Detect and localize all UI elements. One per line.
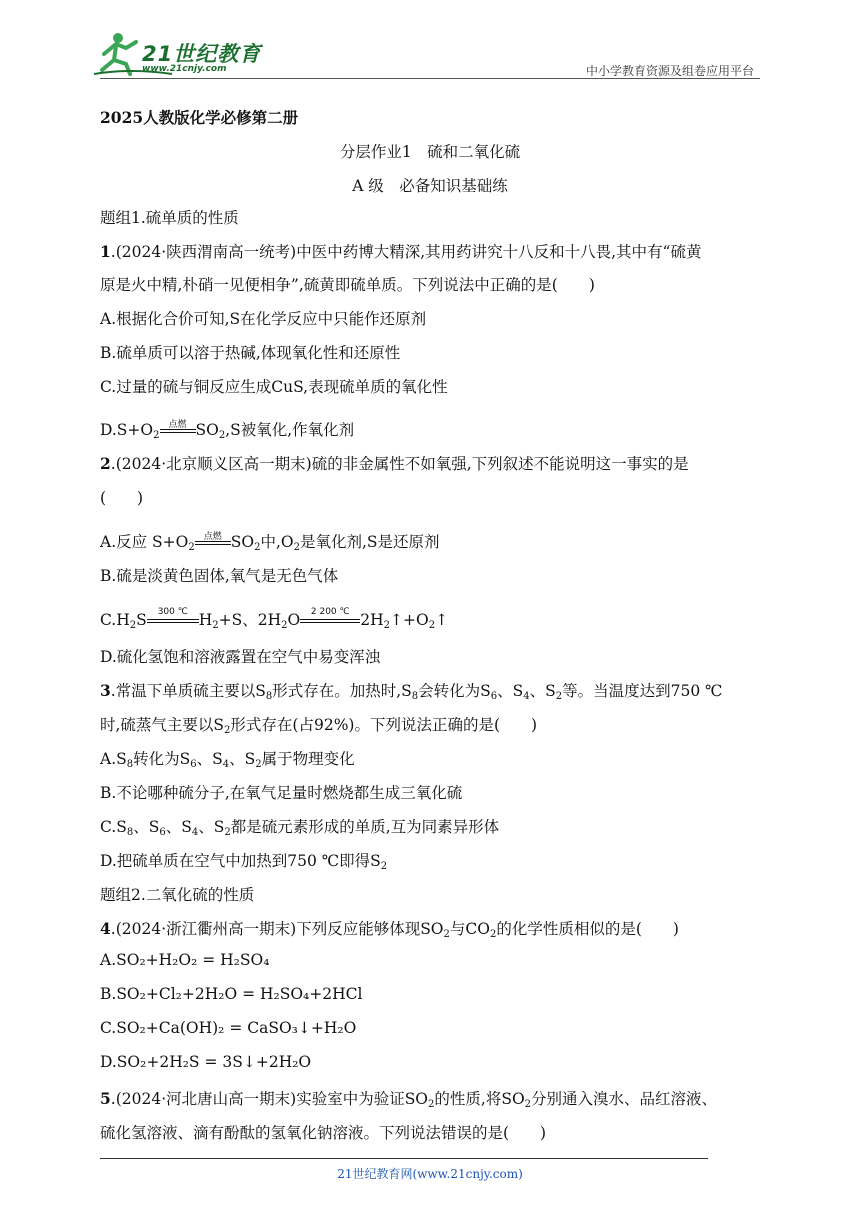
question-4-option-b: B.SO₂+Cl₂+2H₂O = H₂SO₄+2HCl	[100, 985, 363, 1003]
question-1-line-2: 原是火中精,朴硝一见便相争”,硫黄即硫单质。下列说法中正确的是( )	[100, 276, 595, 294]
question-1-line-1: 1.(2024·陕西渭南高一统考)中医中药博大精深,其用药讲究十八反和十八畏,其中有“硫黄	[100, 242, 702, 261]
book-title: 2025人教版化学必修第二册	[100, 108, 299, 127]
question-4-option-a: A.SO₂+H₂O₂ = H₂SO₄	[100, 951, 270, 969]
group-heading-1: 题组1.硫单质的性质	[100, 209, 239, 227]
question-2-line-1: 2.(2024·北京顺义区高一期末)硫的非金属性不如氧强,下列叙述不能说明这一事实的是	[100, 454, 689, 473]
question-4-option-d: D.SO₂+2H₂S = 3S↓+2H₂O	[100, 1053, 312, 1071]
group-heading-2: 题组2.二氧化硫的性质	[100, 886, 255, 904]
header-divider	[100, 78, 760, 79]
question-4-line-1: 4.(2024·浙江衢州高一期末)下列反应能够体现$SO_2$与$CO_2$的化学性质相似的是( )	[100, 919, 679, 940]
assignment-title: 分层作业1 硫和二氧化硫	[339, 143, 521, 161]
question-3-option-d: D.把硫单质在空气中加热到750 ℃即得$S_2$	[100, 852, 388, 872]
question-3-option-c: $C.S_8$、$S_6$、$S_4$、$S_2$都是硫元素形成的单质,互为同素异形体	[100, 818, 500, 838]
question-2-line-2: ( )	[100, 489, 144, 507]
footer-link[interactable]: 21世纪教育网(www.21cnjy.com)	[337, 1167, 523, 1181]
page-header	[0, 0, 860, 80]
logo-text: 21世纪教育	[142, 42, 262, 66]
question-2-option-d: D.硫化氢饱和溶液露置在空气中易变浑浊	[100, 648, 381, 666]
question-1-option-a: A.根据化合价可知,S在化学反应中只能作还原剂	[100, 310, 427, 328]
header-platform-text: 中小学教育资源及组卷应用平台	[585, 64, 754, 78]
question-5-line-1: 5.(2024·河北唐山高一期末)实验室中为验证$SO_2$的性质,将$SO_2$分别通入溴水、品红溶液、	[100, 1089, 718, 1110]
question-3-option-b: B.不论哪种硫分子,在氧气足量时燃烧都生成三氧化硫	[100, 784, 463, 802]
question-3-line-1: 3.常温下单质硫主要以$S_8$形式存在。加热时$,S_8$会转化为$S_6$、$S_4$、$S_2$等。当温度达到750 ℃	[100, 681, 723, 702]
question-3-option-a: $A.S_8$转化为$S_6$、$S_4$、$S_2$属于物理变化	[100, 750, 355, 770]
question-3-line-2: 时,硫蒸气主要以$S_2$形式存在(占92%)。下列说法正确的是( )	[100, 716, 538, 736]
level-heading: A 级 必备知识基础练	[352, 177, 508, 195]
question-5-line-2: 硫化氢溶液、滴有酚酞的氢氧化钠溶液。下列说法错误的是( )	[100, 1124, 547, 1142]
question-1-option-c: C.过量的硫与铜反应生成CuS,表现硫单质的氧化性	[100, 378, 448, 396]
question-1-option-b: B.硫单质可以溶于热碱,体现氧化性和还原性	[100, 344, 401, 362]
question-2-option-b: B.硫是淡黄色固体,氧气是无色气体	[100, 567, 339, 585]
question-2-option-a: A.反应 $S+O_2$ 点燃 $SO_2$中$,O_2$是氧化剂,S是还原剂	[100, 532, 440, 553]
logo-url: www.21cnjy.com	[142, 64, 227, 74]
question-4-option-c: C.SO₂+Ca(OH)₂ = CaSO₃↓+H₂O	[100, 1019, 357, 1037]
question-2-option-c: $C.H_2S$ 300 ℃ $H_2+S$、$2H_2O$ 2 200 ℃ $2H_2↑+O_2↑$	[100, 607, 449, 631]
footer-divider	[100, 1158, 708, 1159]
question-1-option-d: $D.S+O_2$ 点燃 $SO_2,S$被氧化,作氧化剂	[100, 420, 355, 441]
